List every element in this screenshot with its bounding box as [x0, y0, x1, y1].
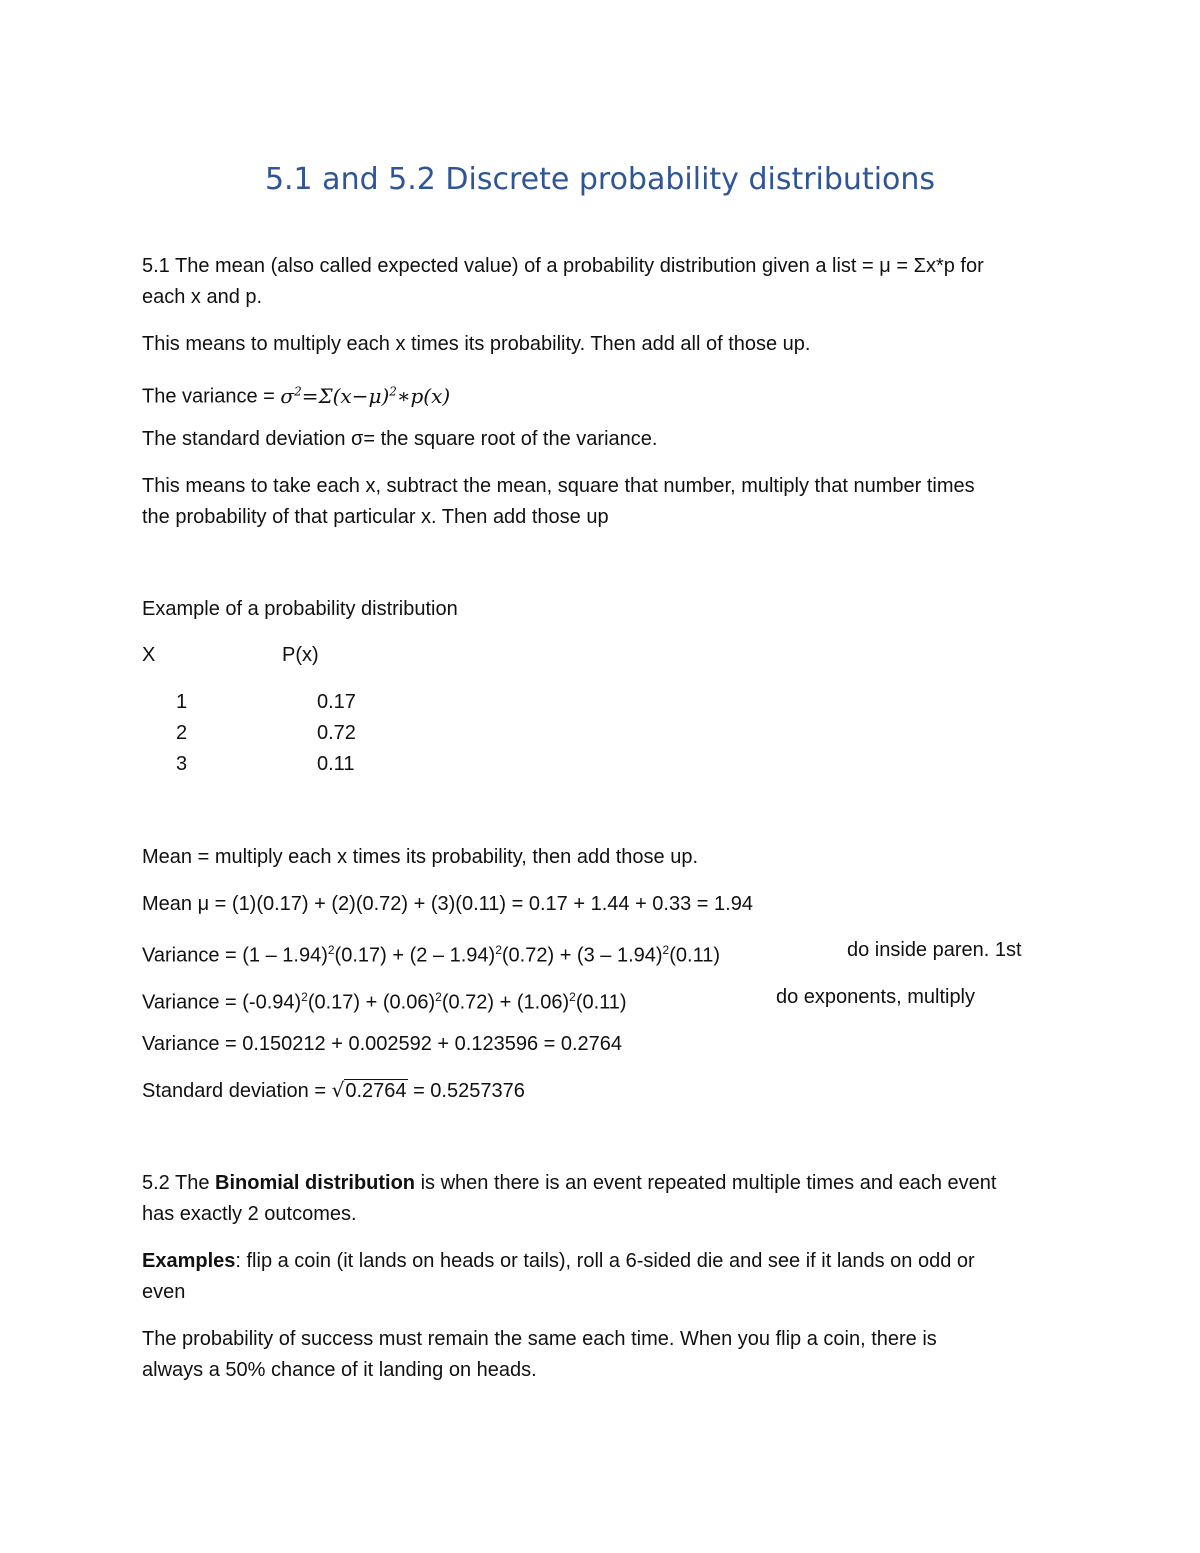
mean-calculation: Mean μ = (1)(0.17) + (2)(0.72) + (3)(0.11) = 0.17 + 1.44 + 0.33 = 1.94 — [142, 893, 753, 915]
binomial-definition-line2: has exactly 2 outcomes. — [142, 1203, 357, 1225]
formula-exponent-2: 2 — [389, 384, 397, 398]
example-heading: Example of a probability distribution — [142, 598, 458, 620]
variance-definition — [142, 377, 450, 411]
examples-line2: even — [142, 1281, 186, 1303]
formula-probability-part: ∗p(x) — [396, 383, 451, 408]
x-value: 2 — [176, 722, 188, 744]
binomial-term: Binomial distribution — [215, 1172, 416, 1194]
examples-label: Examples — [142, 1250, 236, 1272]
sd-definition: The standard deviation σ= the square root of the variance. — [142, 428, 658, 450]
formula-exponent: 2 — [294, 384, 302, 398]
sd-calculation: Standard deviation = √0.2764 = 0.5257376 — [142, 1076, 525, 1105]
formula-sum-part: =Σ(x−μ) — [301, 383, 390, 408]
variance-step3: Variance = 0.150212 + 0.002592 + 0.123596 = 0.2764 — [142, 1033, 623, 1055]
success-line2: always a 50% chance of it landing on heads. — [142, 1359, 537, 1381]
square-root: √0.2764 — [331, 1078, 407, 1102]
variance-step2-note: do exponents, multiply — [776, 986, 976, 1008]
x-value: 1 — [176, 691, 188, 713]
variance-explanation-line1: This means to take each x, subtract the mean, square that number, multiply that number times — [142, 475, 975, 497]
mean-explanation: This means to multiply each x times its probability. Then add all of those up. — [142, 333, 811, 355]
sigma-symbol: σ — [280, 383, 295, 408]
variance-definition-label: The variance = — [142, 385, 281, 408]
probability-value: 0.72 — [317, 722, 356, 744]
probability-value: 0.17 — [317, 691, 356, 713]
page-title: 5.1 and 5.2 Discrete probability distributions — [264, 162, 936, 197]
mean-definition-line1: 5.1 The mean (also called expected value) of a probability distribution given a list = μ = Σx*p for — [142, 255, 984, 277]
variance-formula — [280, 384, 450, 408]
radical-icon: √ — [331, 1078, 345, 1102]
variance-step1: Variance = (1 – 1.94)$^2$(0.17) + (2 – 1.94)$^2$(0.72) + (3 – 1.94)$^2$(0.11) — [142, 943, 720, 967]
variance-step2: Variance = $(-0.94)^2(0.17) + (0.06)^2(0.72) + (1.06)^2(0.11)$ — [142, 990, 627, 1014]
x-value: 3 — [176, 753, 188, 775]
variance-step1-note: do inside paren. 1st — [847, 939, 1022, 961]
mean-step: Mean = multiply each x times its probability, then add those up. — [142, 846, 699, 868]
column-header-x: X — [142, 644, 156, 666]
variance-explanation-line2: the probability of that particular x. Then add those up — [142, 506, 609, 528]
column-header-px: P(x) — [282, 644, 319, 666]
mean-definition-line2: each x and p. — [142, 286, 263, 308]
success-line1: The probability of success must remain the same each time. When you flip a coin, there is — [142, 1328, 937, 1350]
examples-line1: Examples: flip a coin (it lands on heads or tails), roll a 6-sided die and see if it lands on odd or — [142, 1250, 975, 1272]
probability-value: 0.11 — [317, 753, 355, 775]
binomial-definition-line1: 5.2 The Binomial distribution is when there is an event repeated multiple times and each event — [142, 1172, 997, 1194]
